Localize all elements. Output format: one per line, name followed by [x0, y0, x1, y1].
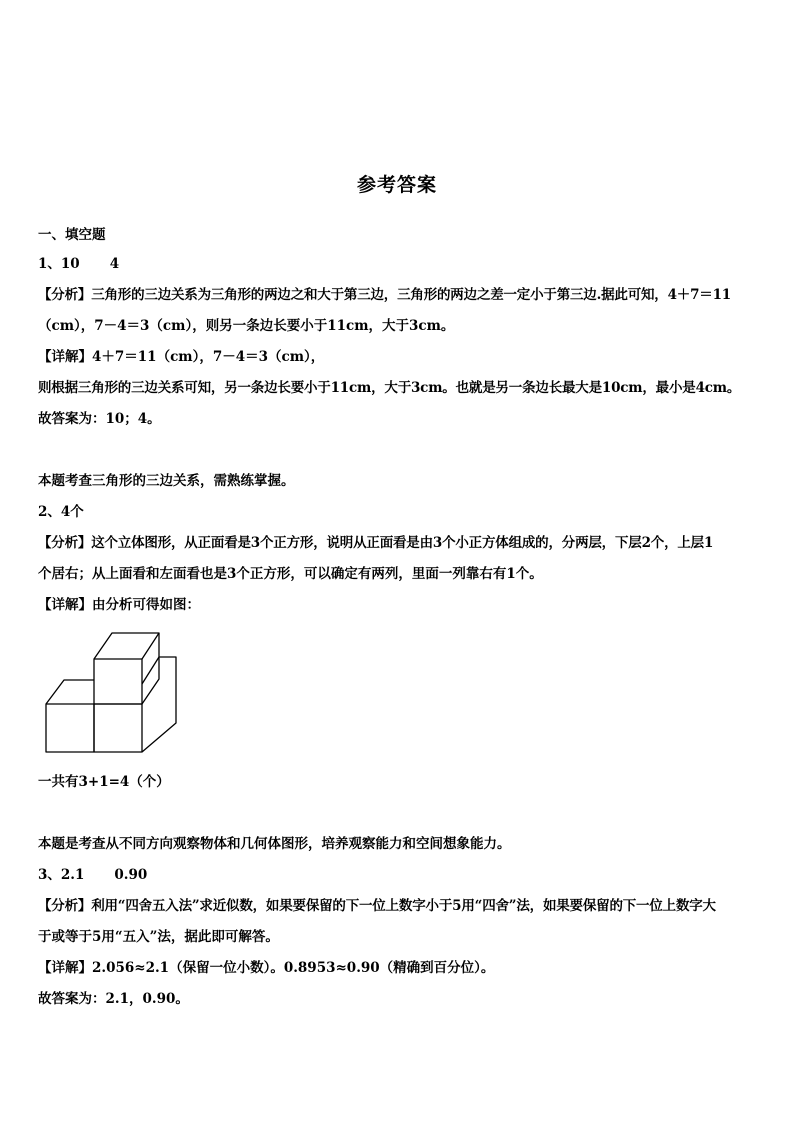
q3-analysis-line-1: 【分析】利用“四舍五入法”求近似数，如果要保留的下一位上数字小于5用“四舍”法，如果要保留的下一位上数字大 — [38, 898, 716, 914]
bottom-left-front — [46, 704, 94, 752]
top-cube-top — [94, 633, 159, 659]
q1-answer: 故答案为：10；4。 — [38, 411, 161, 427]
section-heading: 一、填空题 — [38, 227, 106, 243]
q1-number: 1、10 — [38, 256, 80, 272]
q1-answer-line — [38, 252, 119, 272]
q1-analysis-line-2: （cm），7－4＝3（cm），则另一条边长要小于11cm，大于3cm。 — [38, 318, 455, 334]
q1-detail-line-2: 则根据三角形的三边关系可知，另一条边长要小于11cm，大于3cm。也就是另一条边长最大是10cm，最小是4cm。 — [38, 380, 741, 396]
top-cube-front — [94, 659, 142, 704]
q1-detail-line-1: 【详解】4＋7＝11（cm），7－4＝3（cm）， — [38, 349, 325, 365]
q2-analysis-line-2: 个居右；从上面看和左面看也是3个正方形，可以确定有两列，里面一列靠右有1个。 — [38, 566, 543, 582]
q3-number: 3、2.1 — [38, 867, 85, 883]
bottom-left-top — [46, 680, 94, 704]
q3-answer: 故答案为：2.1，0.90。 — [38, 991, 189, 1007]
q1-answer-2: 4 — [109, 256, 120, 272]
q2-detail-line-1: 【详解】由分析可得如图： — [38, 597, 200, 613]
q3-answer-2: 0.90 — [114, 867, 148, 883]
q3-answer-line — [38, 863, 147, 883]
top-cube-side — [142, 633, 159, 704]
bottom-right-front — [94, 704, 142, 752]
q1-analysis-line-1: 【分析】三角形的三边关系为三角形的两边之和大于第三边，三角形的两边之差一定小于第三边.据此可知，4＋7＝11 — [38, 287, 731, 303]
q2-analysis-line-1: 【分析】这个立体图形，从正面看是3个正方形，说明从正面看是由3个小正方体组成的，分两层，下层2个，上层1 — [38, 535, 714, 551]
q1-summary: 本题考查三角形的三边关系，需熟练掌握。 — [38, 473, 295, 489]
q2-summary: 本题是考查从不同方向观察物体和几何体图形，培养观察能力和空间想象能力。 — [38, 836, 511, 852]
q2-answer-line: 2、4个 — [38, 504, 84, 520]
cube-figure — [38, 628, 188, 758]
page-title: 参考答案 — [356, 174, 437, 196]
q3-detail-line-1: 【详解】2.056≈2.1（保留一位小数）。0.8953≈0.90（精确到百分位）。 — [38, 960, 495, 976]
q3-analysis-line-2: 于或等于5用“五入”法，据此即可解答。 — [38, 929, 279, 945]
back-cube-top — [142, 657, 159, 684]
q2-count: 一共有3+1=4（个） — [38, 774, 170, 790]
